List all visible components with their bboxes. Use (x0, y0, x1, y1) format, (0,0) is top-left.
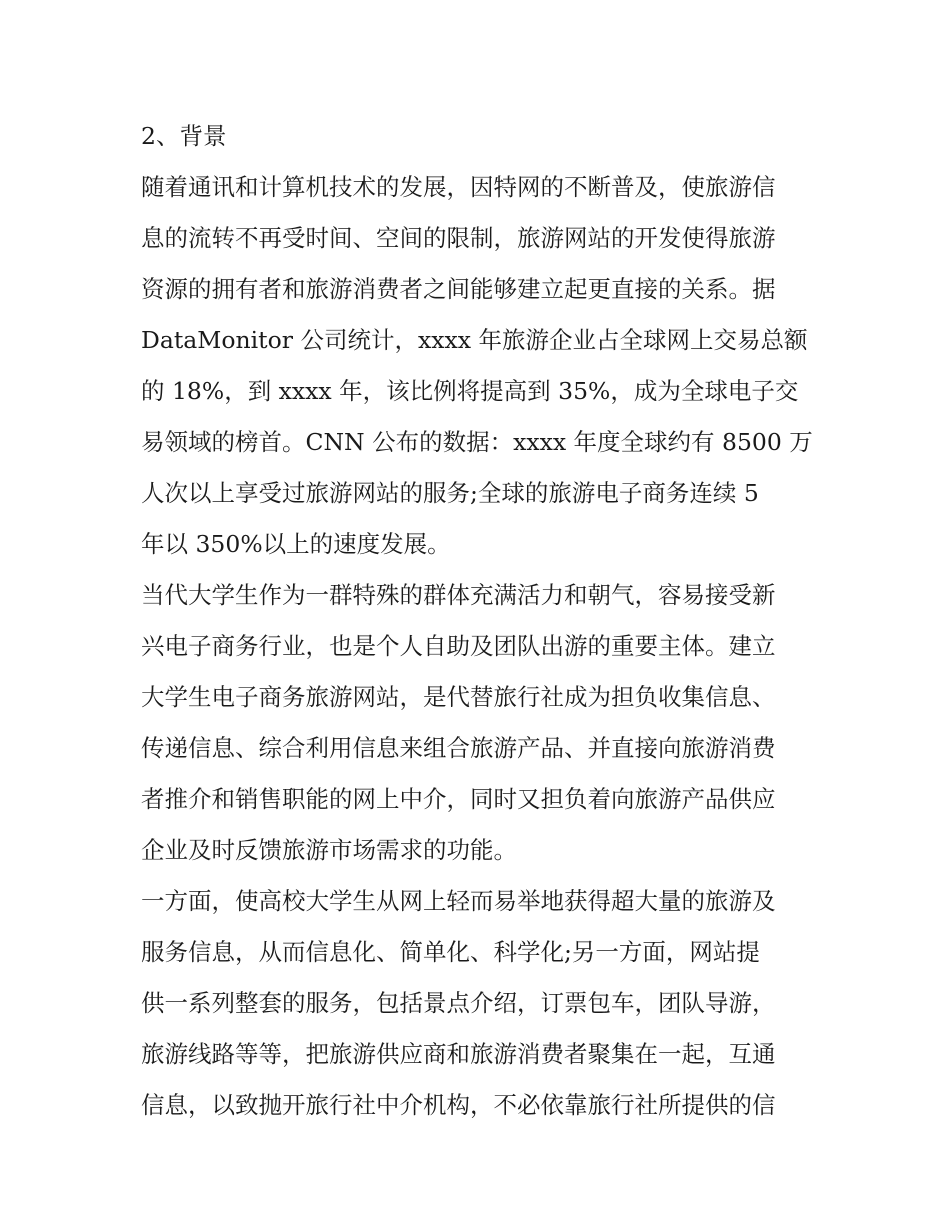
text-line: 人次以上享受过旅游网站的服务;全球的旅游电子商务连续 5 (141, 479, 759, 507)
text-line: 兴电子商务行业，也是个人自助及团队出游的重要主体。建立 (141, 632, 776, 660)
text-line: 当代大学生作为一群特殊的群体充满活力和朝气，容易接受新 (141, 581, 776, 609)
text-line: 一方面，使高校大学生从网上轻而易举地获得超大量的旅游及 (141, 887, 776, 915)
section-heading: 2、背景 (141, 122, 227, 150)
text-line: 企业及时反馈旅游市场需求的功能。 (141, 836, 517, 864)
text-line: 息的流转不再受时间、空间的限制，旅游网站的开发使得旅游 (141, 224, 776, 252)
text-line: DataMonitor 公司统计，xxxx 年旅游企业占全球网上交易总额 (141, 326, 808, 354)
text-line: 服务信息，从而信息化、简单化、科学化;另一方面，网站提 (141, 938, 760, 966)
text-line: 大学生电子商务旅游网站，是代替旅行社成为担负收集信息、 (141, 683, 776, 711)
document-body (141, 111, 821, 1131)
text-line: 信息，以致抛开旅行社中介机构，不必依靠旅行社所提供的信 (141, 1091, 776, 1119)
text-line: 供一系列整套的服务，包括景点介绍，订票包车，团队导游， (141, 989, 776, 1017)
text-line: 者推介和销售职能的网上中介，同时又担负着向旅游产品供应 (141, 785, 776, 813)
text-line: 随着通讯和计算机技术的发展，因特网的不断普及，使旅游信 (141, 173, 776, 201)
text-line: 资源的拥有者和旅游消费者之间能够建立起更直接的关系。据 (141, 275, 776, 303)
text-line: 年以 350%以上的速度发展。 (141, 530, 451, 558)
text-line: 传递信息、综合利用信息来组合旅游产品、并直接向旅游消费 (141, 734, 776, 762)
text-line: 旅游线路等等，把旅游供应商和旅游消费者聚集在一起，互通 (141, 1040, 776, 1068)
text-line: 易领域的榜首。CNN 公布的数据：xxxx 年度全球约有 8500 万 (141, 428, 813, 456)
text-line: 的 18%，到 xxxx 年，该比例将提高到 35%，成为全球电子交 (141, 377, 799, 405)
